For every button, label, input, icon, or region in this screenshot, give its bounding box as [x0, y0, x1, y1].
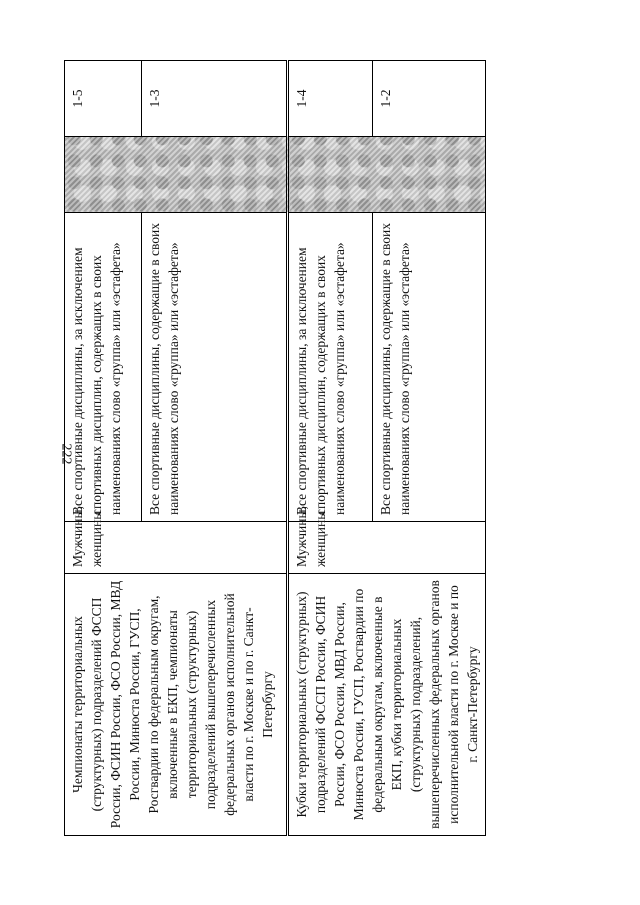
age-cell: 1-5 [65, 61, 142, 137]
discipline-cell: Все спортивные дисциплины, содержащие в своих наименованиях слово «группа» или «эстафета» [142, 213, 288, 522]
table-rotator [64, 61, 480, 836]
age-cell: 1-2 [372, 61, 485, 137]
table-row [65, 61, 142, 836]
discipline-cell: Все спортивные дисциплины, содержащие в своих наименованиях слово «группа» или «эстафета» [372, 213, 485, 522]
age-cell: 1-4 [288, 61, 373, 137]
age-cell: 1-3 [142, 61, 288, 137]
sex-cell: Мужчины, женщины [288, 522, 486, 574]
shaded-cell [65, 137, 288, 213]
competition-name-cell: Чемпионаты территориальных (структурных) подразделений ФССП России, ФСИН России, ФСО России, МВД России, Минюста России, ГУСП, Росгвардии по федеральным округам, включенные в ЕКП, чемпионаты территориальных (структурных) подразделений вышеперечисленных федеральных органов исполнительной власти по г. Москве и по г. Санкт-Петербургу [65, 574, 288, 836]
shaded-cell [288, 137, 486, 213]
competition-name-cell: Кубки территориальных (структурных) подразделений ФССП России, ФСИН России, ФСО России, МВД России, Минюста России, ГУСП, Росгвардии по федеральным округам, включенные в ЕКП, кубки территориальных (структурных) подразделений, вышеперечисленных федеральных органов исполнительной власти по г. Москве и по г. Санкт-Петербургу [288, 574, 486, 836]
discipline-cell: Все спортивные дисциплины, за исключением спортивных дисциплин, содержащих в своих наименованиях слово «группа» или «эстафета» [288, 213, 373, 522]
discipline-cell: Все спортивные дисциплины, за исключением спортивных дисциплин, содержащих в своих наименованиях слово «группа» или «эстафета» [65, 213, 142, 522]
page-number: 222 [58, 443, 74, 465]
rotated-table-frame [64, 61, 480, 836]
sports-competition-table [64, 60, 486, 836]
table-row [288, 61, 373, 836]
sex-cell: Мужчины, женщины [65, 522, 288, 574]
